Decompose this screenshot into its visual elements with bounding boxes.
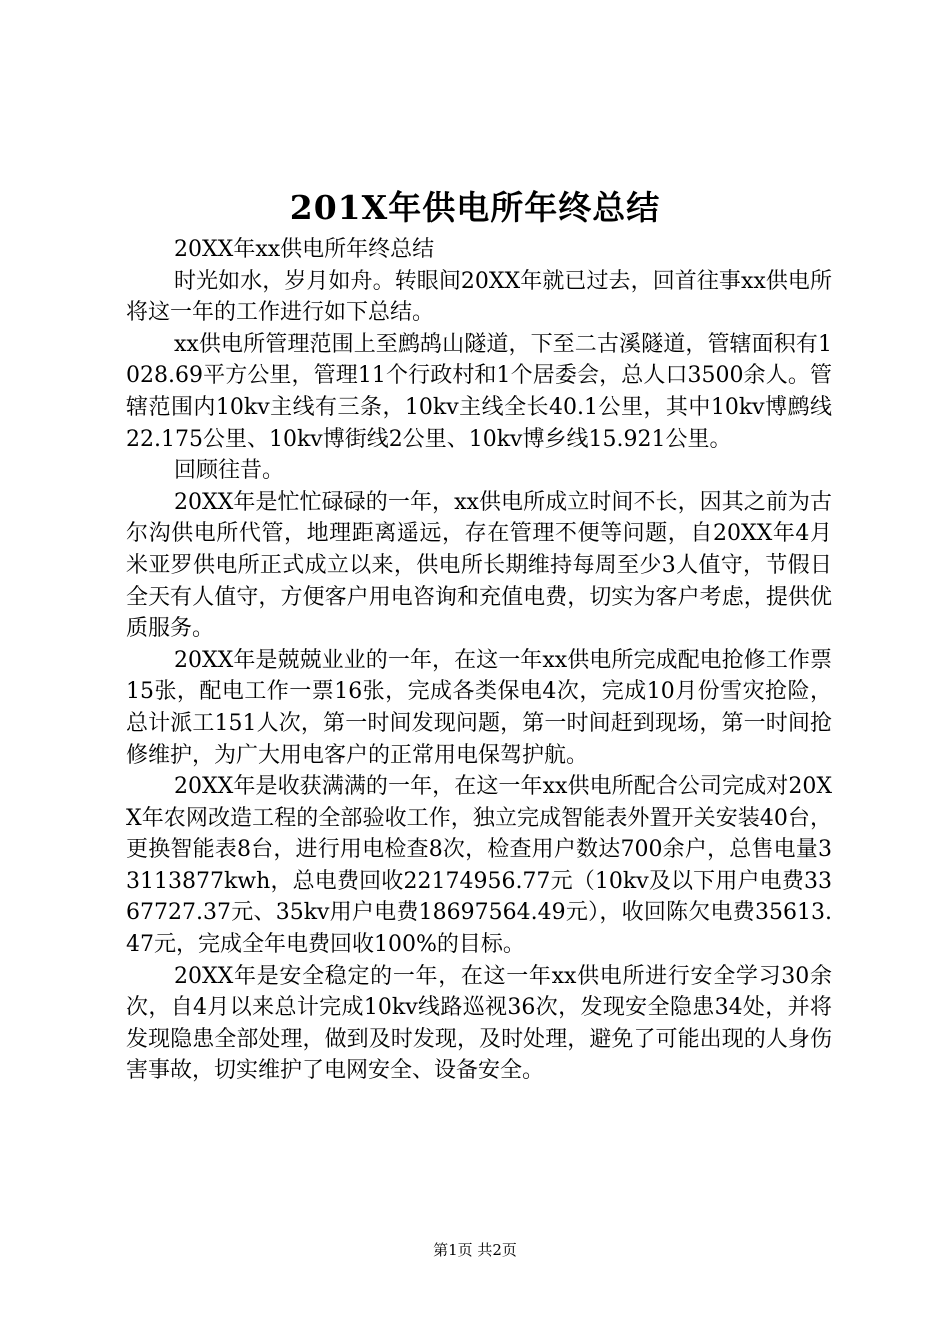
page-number-footer: 第1页 共2页	[433, 1241, 517, 1259]
paragraph-intro: 时光如水，岁月如舟。转眼间20XX年就已过去，回首往事xx供电所将这一年的工作进行如下总结。	[126, 268, 832, 326]
paragraph-review-heading: 回顾往昔。	[174, 458, 285, 484]
paragraph-diligent-year: 20XX年是兢兢业业的一年，在这一年xx供电所完成配电抢修工作票15张，配电工作一票16张，完成各类保电4次，完成10月份雪灾抢险，总计派工151人次，第一时间发现问题，第一时间赶到现场，第一时间抢修维护，为广大用电客户的正常用电保驾护航。	[126, 647, 832, 768]
paragraph-harvest-year: 20XX年是收获满满的一年，在这一年xx供电所配合公司完成对20XX年农网改造工程的全部验收工作，独立完成智能表外置开关安装40台，更换智能表8台，进行用电检查8次，检查用户数达700余户，总售电量33113877kwh，总电费回收22174956.77元（10kv及以下用户电费3367727.37元、35kv用户电费18697564.49元），收回陈欠电费35613.47元，完成全年电费回收100%的目标。	[126, 774, 832, 958]
paragraph-subtitle: 20XX年xx供电所年终总结	[174, 237, 435, 262]
paragraph-busy-year: 20XX年是忙忙碌碌的一年，xx供电所成立时间不长，因其之前为古尔沟供电所代管，地理距离遥远，存在管理不便等问题，自20XX年4月米亚罗供电所正式成立以来，供电所长期维持每周至少3人值守，节假日全天有人值守，方便客户用电咨询和充值电费，切实为客户考虑，提供优质服务。	[126, 489, 832, 642]
paragraph-safety-year: 20XX年是安全稳定的一年，在这一年xx供电所进行安全学习30余次，自4月以来总计完成10kv线路巡视36次，发现安全隐患34处，并将发现隐患全部处理，做到及时发现，及时处理，避免了可能出现的人身伤害事故，切实维护了电网安全、设备安全。	[126, 963, 832, 1084]
document-title: 201X年供电所年终总结	[289, 188, 661, 227]
paragraph-management-scope: xx供电所管理范围上至鹧鸪山隧道，下至二古溪隧道，管辖面积有1028.69平方公里，管理11个行政村和1个居委会，总人口3500余人。管辖范围内10kv主线有三条，10kv主线全长40.1公里，其中10kv博鹧线22.175公里、10kv博街线2公里、10kv博乡线15.921公里。	[126, 331, 832, 452]
document-body	[126, 234, 832, 1087]
